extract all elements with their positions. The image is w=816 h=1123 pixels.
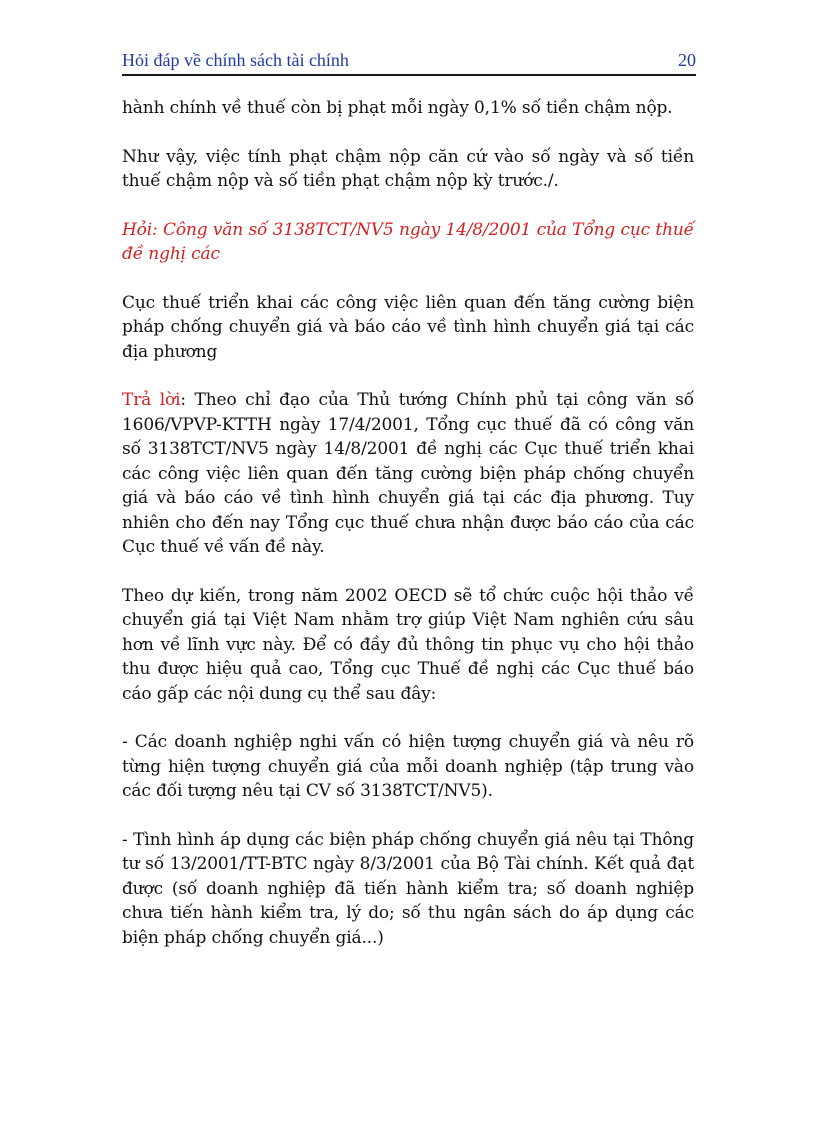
page-header (122, 48, 696, 76)
paragraph-late-penalty: hành chính về thuế còn bị phạt mỗi ngày 0,1% số tiền chậm nộp. (122, 98, 673, 118)
header-title: Hỏi đáp về chính sách tài chính (122, 50, 349, 70)
paragraph-question-body: Cục thuế triển khai các công việc liên quan đến tăng cường biện pháp chống chuyển giá và báo cáo về tình hình chuyển giá tại các địa phương (122, 292, 694, 362)
answer-label: Trả lời (122, 390, 181, 410)
paragraph-oecd-plan: Theo dự kiến, trong năm 2002 OECD sẽ tổ chức cuộc hội thảo về chuyển giá tại Việt Nam nhằm trợ giúp Việt Nam nghiên cứu sâu hơn về lĩnh vực này. Để có đầy đủ thông tin phục vụ cho hội thảo thu được hiệu quả cao, Tổng cục Thuế đề nghị các Cục thuế báo cáo gấp các nội dung cụ thể sau đây: (122, 585, 694, 704)
paragraph-answer (122, 388, 694, 560)
document-body (122, 96, 694, 974)
paragraph-penalty-calculation: Như vậy, việc tính phạt chậm nộp căn cứ vào số ngày và số tiền thuế chậm nộp và số tiền phạt chậm nộp kỳ trước./. (122, 146, 694, 191)
answer-text: : Theo chỉ đạo của Thủ tướng Chính phủ tại công văn số 1606/VPVP-KTTH ngày 17/4/2001, Tổng cục thuế đã có công văn số 3138TCT/NV5 ngày 14/8/2001 đề nghị các Cục thuế triển khai các công việc liên quan đến tăng cường biện pháp chống chuyển giá và báo cáo về tình hình chuyển giá tại các địa phương. Tuy nhiên cho đến nay Tổng cục thuế chưa nhận được báo cáo của các Cục thuế về vấn đề này. (122, 390, 694, 557)
list-item-measures-applied: - Tình hình áp dụng các biện pháp chống chuyển giá nêu tại Thông tư số 13/2001/TT-BTC ngày 8/3/2001 của Bộ Tài chính. Kết quả đạt được (số doanh nghiệp đã tiến hành kiểm tra; số doanh nghiệp chưa tiến hành kiểm tra, lý do; số thu ngân sách do áp dụng các biện pháp chống chuyển giá...) (122, 829, 694, 948)
page-number: 20 (678, 50, 696, 70)
list-item-suspect-enterprises: - Các doanh nghiệp nghi vấn có hiện tượng chuyển giá và nêu rõ từng hiện tượng chuyển giá của mỗi doanh nghiệp (tập trung vào các đối tượng nêu tại CV số 3138TCT/NV5). (122, 732, 694, 801)
question-heading: Hỏi: Công văn số 3138TCT/NV5 ngày 14/8/2001 của Tổng cục thuế đề nghị các (122, 219, 694, 264)
